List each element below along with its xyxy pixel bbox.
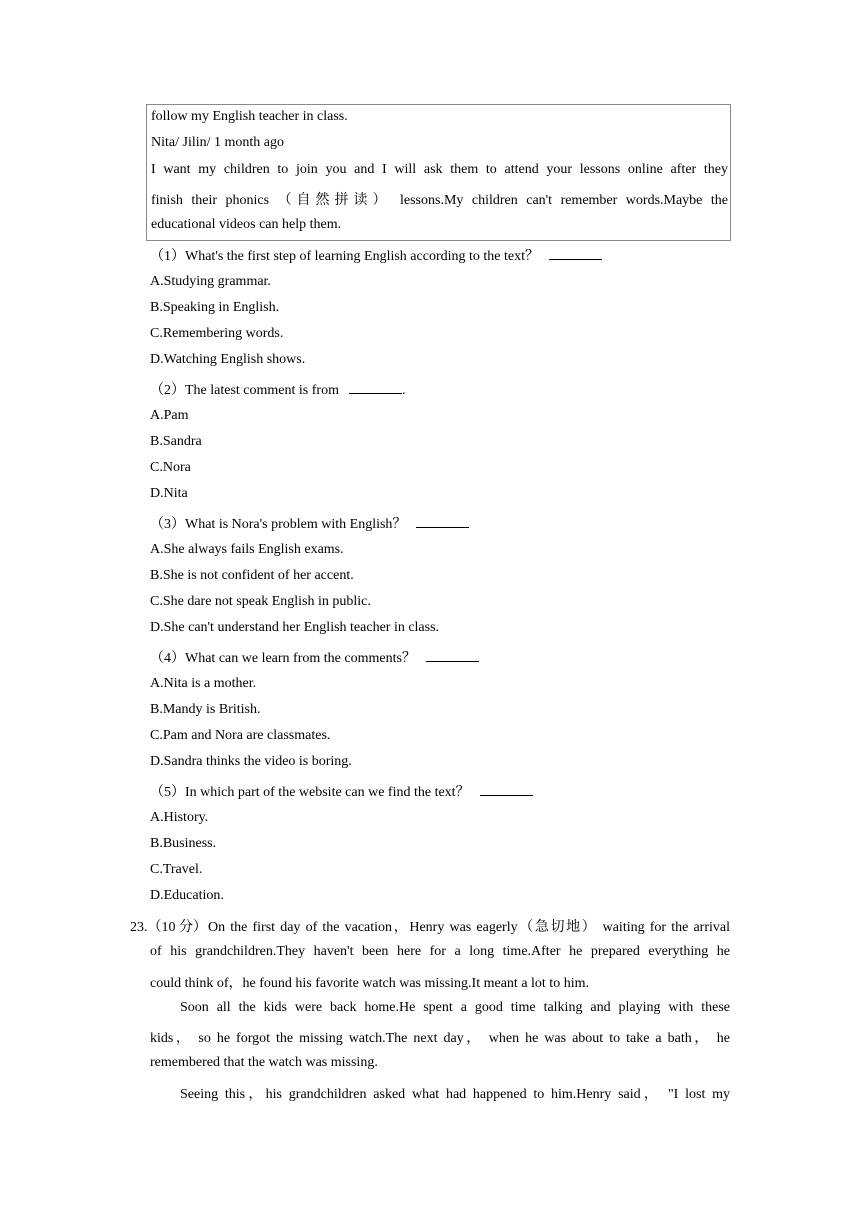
comment-text-line: follow my English teacher in class.	[151, 109, 348, 124]
answer-blank[interactable]	[549, 247, 602, 260]
option-c: C.Pam and Nora are classmates.	[150, 728, 331, 743]
question-stem: （1）What's the first step of learning English according to the text？	[150, 249, 539, 264]
question-2	[150, 379, 405, 399]
option-d: D.Sandra thinks the video is boring.	[150, 754, 352, 769]
answer-blank[interactable]	[426, 649, 479, 662]
answer-blank[interactable]	[416, 515, 469, 528]
comments-excerpt-box	[146, 104, 731, 241]
option-d: D.Watching English shows.	[150, 352, 306, 367]
option-a: A.Pam	[150, 408, 189, 423]
option-a: A.History.	[150, 810, 209, 825]
question-5	[150, 781, 533, 801]
option-b: B.Sandra	[150, 434, 202, 449]
question-4	[150, 647, 479, 667]
passage-line: Soon all the kids were back home.He spent a good time talking and playing with these	[180, 1000, 730, 1015]
option-c: C.She dare not speak English in public.	[150, 594, 371, 609]
question-stem-tail: .	[401, 383, 406, 398]
question-23-number	[130, 916, 207, 936]
option-c: C.Remembering words.	[150, 326, 284, 341]
question-stem: （5）In which part of the website can we find the text？	[150, 785, 470, 800]
comment-text-line: I want my children to join you and I will ask them to attend your lessons online after they	[151, 162, 728, 177]
passage-line: of his grandchildren.They haven't been here for a long time.After he prepared everything he	[150, 944, 730, 959]
option-b: B.She is not confident of her accent.	[150, 568, 354, 583]
question-points: （10 分）	[147, 920, 207, 935]
comment-author-line: Nita/ Jilin/ 1 month ago	[151, 135, 284, 150]
question-1	[150, 245, 602, 265]
comment-text-line: finish their phonics （自然拼读） lessons.My children can't remember words.Maybe the	[151, 193, 728, 208]
answer-blank[interactable]	[349, 381, 402, 394]
option-d: D.Education.	[150, 888, 224, 903]
option-b: B.Business.	[150, 836, 217, 851]
option-b: B.Mandy is British.	[150, 702, 261, 717]
option-b: B.Speaking in English.	[150, 300, 280, 315]
passage-line: Seeing this，his grandchildren asked what had happened to him.Henry said， "I lost my	[180, 1087, 730, 1102]
option-a: A.Nita is a mother.	[150, 676, 257, 691]
question-stem: （4）What can we learn from the comments？	[150, 651, 416, 666]
option-d: D.She can't understand her English teacher in class.	[150, 620, 440, 635]
passage-line: On the first day of the vacation，Henry was eagerly（急切地） waiting for the arrival	[208, 920, 730, 935]
question-number: 23.	[130, 920, 148, 935]
question-stem: （2）The latest comment is from	[150, 383, 339, 398]
option-a: A.She always fails English exams.	[150, 542, 344, 557]
option-a: A.Studying grammar.	[150, 274, 271, 289]
comment-text-line: educational videos can help them.	[151, 217, 342, 232]
passage-line: could think of，he found his favorite watch was missing.It meant a lot to him.	[150, 976, 589, 991]
question-stem: （3）What is Nora's problem with English？	[150, 517, 407, 532]
answer-blank[interactable]	[480, 783, 533, 796]
question-3	[150, 513, 469, 533]
passage-line: remembered that the watch was missing.	[150, 1055, 378, 1070]
option-d: D.Nita	[150, 486, 188, 501]
option-c: C.Nora	[150, 460, 191, 475]
option-c: C.Travel.	[150, 862, 203, 877]
passage-line: kids， so he forgot the missing watch.The next day， when he was about to take a bath， he	[150, 1031, 730, 1046]
